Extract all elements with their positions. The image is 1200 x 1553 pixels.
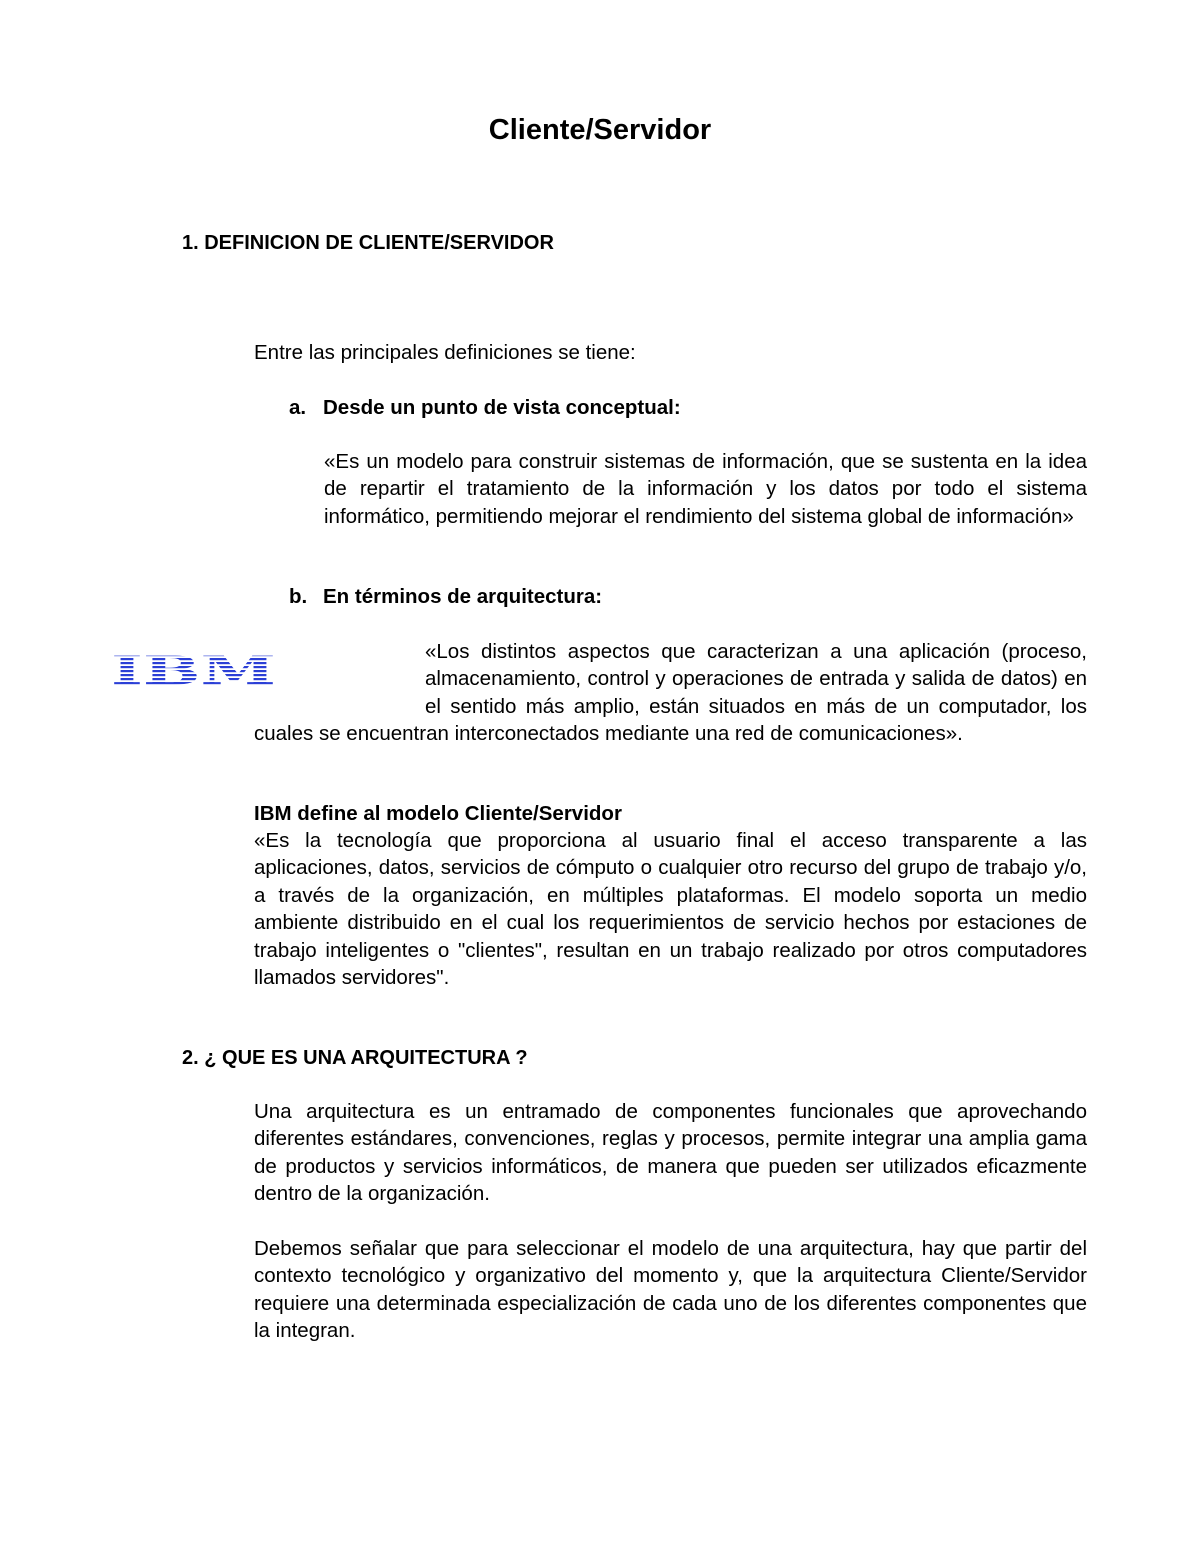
item-a-heading [289, 394, 681, 421]
item-a-title: Desde un punto de vista conceptual: [323, 396, 681, 419]
section-2-heading: 2. ¿ QUE ES UNA ARQUITECTURA ? [182, 1047, 528, 1069]
item-a-letter: a. [289, 396, 307, 419]
ibm-logo-text: IBM [111, 654, 276, 686]
ibm-logo [110, 654, 277, 686]
item-a-quote: «Es un modelo para construir sistemas de información, que se sustenta en la idea de repartir el tratamiento de la información y los datos por todo el sistema informático, permitiendo mejorar el rendimiento del sistema global de información» [324, 450, 1087, 528]
section-2-paragraph-1: Una arquitectura es un entramado de componentes funcionales que aprovechando diferentes estándares, convenciones, reglas y procesos, permite integrar una amplia gama de productos y servicios informáticos, de manera que pueden ser utilizados eficazmente dentro de la organización. [254, 1100, 1087, 1206]
item-b-letter: b. [289, 585, 308, 608]
ibm-definition-heading: IBM define al modelo Cliente/Servidor [254, 802, 622, 825]
item-b-quote-text: «Los distintos aspectos que caracterizan a una aplicación (proceso, almacenamiento, control y operaciones de entrada y salida de datos) en el sentido más amplio, están situados en más de un computador, los cuales se encuentran interconectados mediante una red de comunicaciones». [254, 640, 1087, 746]
section-1-heading: 1. DEFINICION DE CLIENTE/SERVIDOR [182, 232, 554, 254]
logo-text-wrap-spacer [254, 638, 425, 720]
section-1-intro: Entre las principales definiciones se tiene: [254, 341, 636, 364]
ibm-definition-text: «Es la tecnología que proporciona al usuario final el acceso transparente a las aplicaciones, datos, servicios de cómputo o cualquier otro recurso del grupo de trabajo y/o, a través de la organización, en múltiples plataformas. El modelo soporta un medio ambiente distribuido en el cual los requerimientos de servicio hechos por estaciones de trabajo inteligentes o "clientes", resultan en un trabajo realizado por otros computadores llamados servidores". [254, 829, 1087, 990]
item-b-heading [289, 583, 602, 610]
section-2-paragraph-2: Debemos señalar que para seleccionar el modelo de una arquitectura, hay que partir del contexto tecnológico y organizativo del momento y, que la arquitectura Cliente/Servidor requiere una determinada especialización de cada uno de los diferentes componentes que la integran. [254, 1237, 1087, 1343]
item-b-title: En términos de arquitectura: [323, 585, 603, 608]
document-title: Cliente/Servidor [488, 114, 712, 146]
item-b-quote [254, 638, 1087, 748]
